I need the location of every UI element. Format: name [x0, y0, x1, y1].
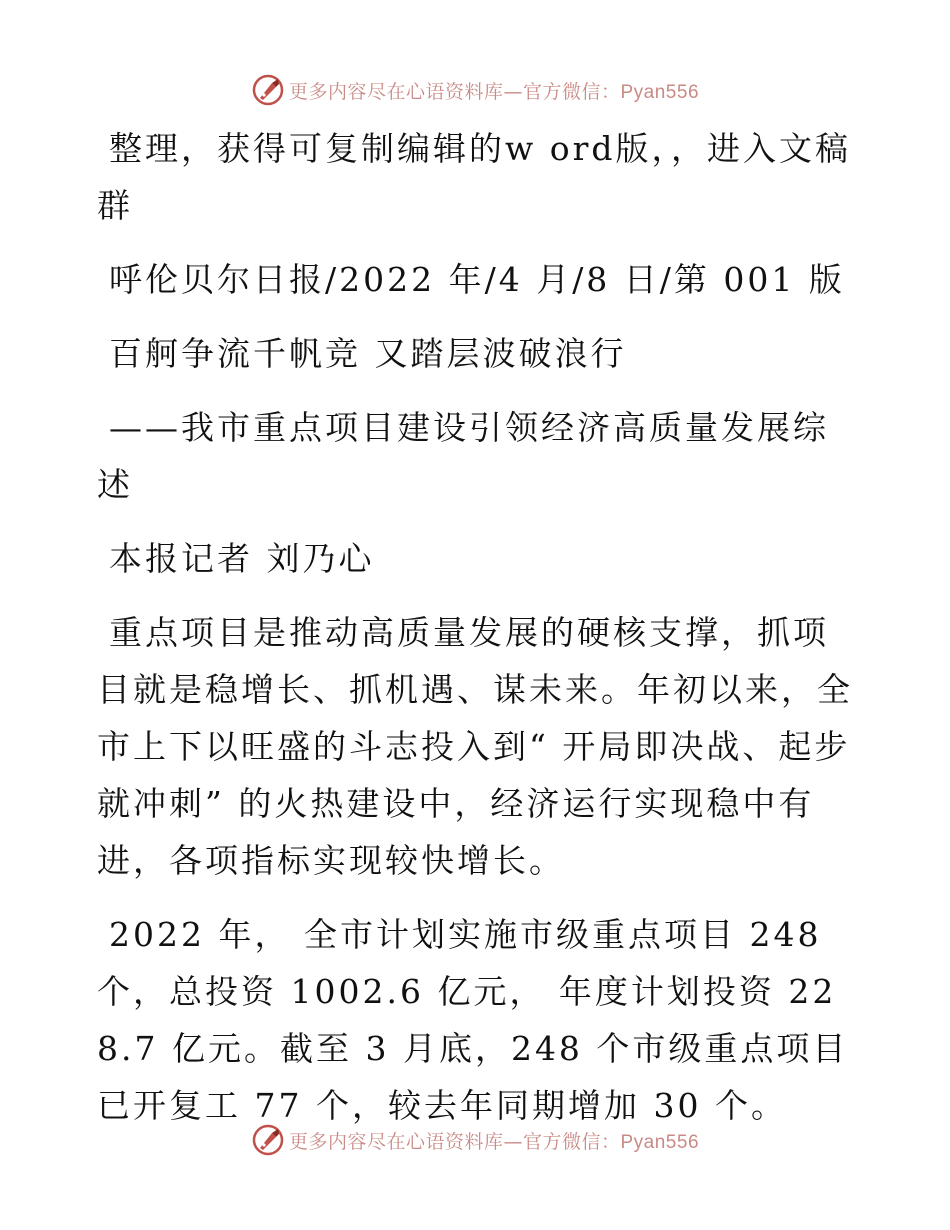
body-paragraph: 2022 年， 全市计划实施市级重点项目 248 个，总投资 1002.6 亿元， 年度计划投资 228.7 亿元。截至 3 月底，248 个市级重点项目已开复工 77 个，较去年同期增加 30 个。 — [97, 915, 849, 1125]
header-watermark — [0, 70, 950, 110]
document-body — [97, 120, 857, 1151]
pen-nib-seal-icon — [251, 73, 285, 107]
pen-nib-seal-icon — [251, 1123, 285, 1157]
article-subtitle: ——我市重点项目建设引领经济高质量发展综述 — [97, 408, 829, 504]
body-paragraph: 重点项目是推动高质量发展的硬核支撑，抓项目就是稳增长、抓机遇、谋未来。年初以来，全市上下以旺盛的斗志投入到“ 开局即决战、起步就冲刺” 的火热建设中，经济运行实现稳中有进，各项指标实现较快增长。 — [97, 613, 853, 880]
watermark-text: 更多内容尽在心语资料库—官方微信：Pyan556 — [288, 1130, 700, 1153]
article-title: 百舸争流千帆竞 又踏层波破浪行 — [109, 334, 627, 373]
intro-note: 整理，获得可复制编辑的w ord版，，进入文稿群 — [97, 129, 852, 225]
watermark-text: 更多内容尽在心语资料库—官方微信：Pyan556 — [288, 80, 700, 103]
byline: 本报记者 刘乃心 — [109, 539, 375, 578]
source-line: 呼伦贝尔日报/2022 年/4 月/8 日/第 001 版 — [109, 260, 845, 299]
footer-watermark — [0, 1120, 950, 1160]
